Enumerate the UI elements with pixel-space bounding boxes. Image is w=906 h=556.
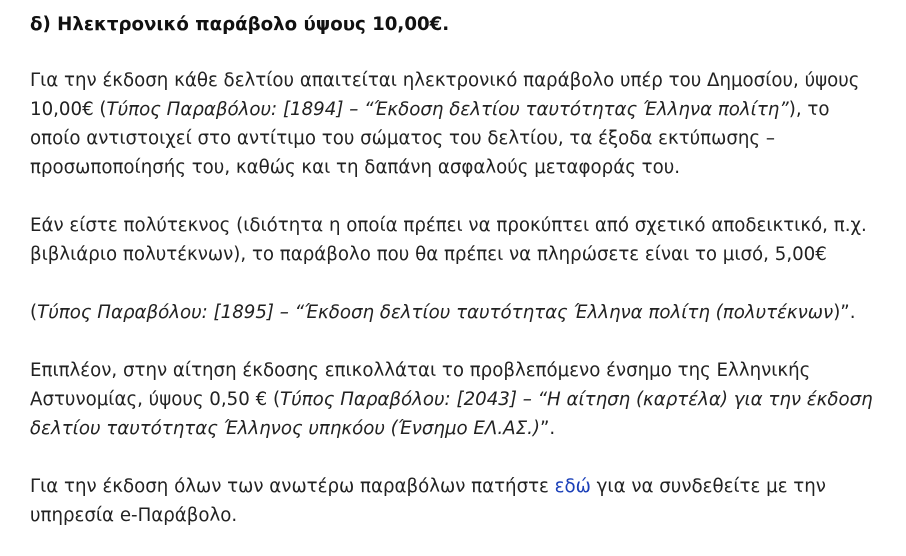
paragraph-stamp-text-2: ”. xyxy=(539,418,556,439)
paragraph-fee-text-1: Για την έκδοση κάθε δελτίου απαιτείται ηλεκτρονικό παράβολο υπέρ του Δημοσίου, ύψους 10,00€ ( xyxy=(30,70,860,120)
paragraph-large-family-open: ( xyxy=(30,302,38,323)
paragraph-fee-fee-type: Τύπος Παραβόλου: [1894] – “Έκδοση δελτίου ταυτότητας Έλληνα πολίτη” xyxy=(106,99,789,120)
paragraph-large-family-fee-code: Τύπος Παραβόλου: [1895] – “Έκδοση δελτίου ταυτότητας Έλληνα πολίτη (πολυτέκνων xyxy=(37,302,834,323)
paragraph-stamp-fee-code: Τύπος Παραβόλου: [2043] – “Η αίτηση (καρτέλα) για την έκδοση δελτίου ταυτότητας Έλληνος υπηκόου (Ένσημο ΕΛ.ΑΣ.) xyxy=(30,389,873,439)
paragraph-e-paravolo xyxy=(30,472,880,530)
paragraph-large-family-fee-type xyxy=(30,298,880,327)
paragraph-e-paravolo-text-2: για να συνδεθείτε με την υπηρεσία e-Παράβολο. xyxy=(30,476,826,526)
section-heading: δ) Ηλεκτρονικό παράβολο ύψους 10,00€. xyxy=(30,14,450,35)
paragraph-fee-text-2: ), το οποίο αντιστοιχεί στο αντίτιμο του σώματος του δελτίου, τα έξοδα εκτύπωσης – προσωποποίησής του, καθώς και τη δαπάνη ασφαλούς μεταφοράς του. xyxy=(30,99,830,178)
paragraph-large-family-close: )”. xyxy=(833,302,856,323)
paragraph-fee xyxy=(30,66,880,182)
paragraph-e-paravolo-text-1: Για την έκδοση όλων των ανωτέρω παραβόλων πατήστε xyxy=(30,476,555,497)
paragraph-stamp-text-1: Επιπλέον, στην αίτηση έκδοσης επικολλάται το προβλεπόμενο ένσημο της Ελληνικής Αστυνομίας, ύψους 0,50 € ( xyxy=(30,360,811,410)
paragraph-stamp xyxy=(30,356,880,443)
article-content xyxy=(30,10,880,530)
e-paravolo-link[interactable]: εδώ xyxy=(554,476,591,497)
paragraph-large-family: Εάν είστε πολύτεκνος (ιδιότητα η οποία πρέπει να προκύπτει από σχετικό αποδεικτικό, π.χ. βιβλιάριο πολυτέκνων), το παράβολο που θα πρέπει να πληρώσετε είναι το μισό, 5,00€ xyxy=(30,215,867,265)
